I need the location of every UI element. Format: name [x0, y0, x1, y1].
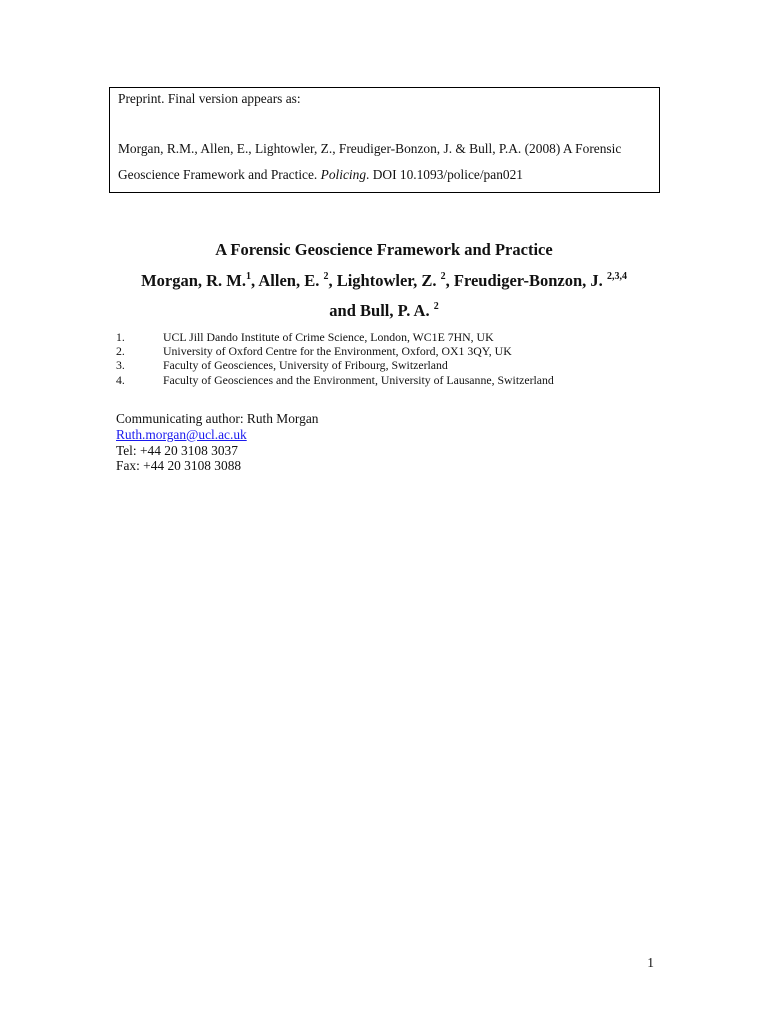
affiliation-number: 2.	[116, 344, 125, 359]
email-link[interactable]: Ruth.morgan@ucl.ac.uk	[116, 426, 247, 442]
preprint-notice-box	[109, 87, 660, 193]
affiliation-text: University of Oxford Centre for the Environment, Oxford, OX1 3QY, UK	[163, 344, 512, 359]
author-list-line-1	[0, 271, 768, 291]
author-affiliation-mark: 1	[246, 271, 252, 282]
citation-journal: Policing	[320, 167, 367, 182]
contact-block	[116, 411, 318, 474]
affiliation-text: Faculty of Geosciences, University of Fribourg, Switzerland	[163, 358, 448, 373]
author-affiliation-mark: 2	[433, 301, 439, 312]
preprint-heading: Preprint. Final version appears as:	[118, 91, 301, 106]
affiliation-item	[116, 373, 676, 387]
citation-authors-title: Morgan, R.M., Allen, E., Lightowler, Z., Freudiger-Bonzon, J. & Bull, P.A. (2008) A Forensic Geoscience Framework and Practice.	[118, 141, 622, 182]
author-affiliation-mark: 2,3,4	[606, 271, 627, 282]
author-affiliation-mark: 2	[440, 271, 446, 282]
affiliation-list	[116, 330, 676, 387]
author-affiliation-mark: 2	[323, 271, 329, 282]
fax: Fax: +44 20 3108 3088	[116, 458, 242, 474]
affiliation-number: 1.	[116, 330, 125, 344]
paper-title: A Forensic Geoscience Framework and Practice	[215, 240, 553, 259]
communicating-author: Communicating author: Ruth Morgan	[116, 411, 319, 426]
affiliation-text: Faculty of Geosciences and the Environment, University of Lausanne, Switzerland	[163, 372, 554, 387]
affiliation-item	[116, 358, 676, 372]
author-separator: ,	[328, 271, 337, 290]
author-name: and Bull, P. A.	[329, 301, 434, 320]
page-number: 1	[647, 955, 654, 970]
affiliation-number: 3.	[116, 358, 125, 373]
author-separator: ,	[445, 271, 454, 290]
affiliation-text: UCL Jill Dando Institute of Crime Science, London, WC1E 7HN, UK	[163, 330, 494, 344]
affiliation-number: 4.	[116, 372, 125, 387]
affiliation-item	[116, 344, 676, 358]
author-name: Lightowler, Z.	[336, 271, 441, 290]
author-separator: ,	[251, 271, 259, 290]
citation-doi: . DOI 10.1093/police/pan021	[366, 167, 523, 182]
citation	[118, 136, 658, 188]
author-name: Morgan, R. M.	[141, 271, 247, 290]
affiliation-item	[116, 330, 676, 344]
author-name: Allen, E.	[258, 271, 324, 290]
author-list-line-2	[0, 301, 768, 321]
author-name: Freudiger-Bonzon, J.	[453, 271, 607, 290]
telephone: Tel: +44 20 3108 3037	[116, 442, 238, 458]
